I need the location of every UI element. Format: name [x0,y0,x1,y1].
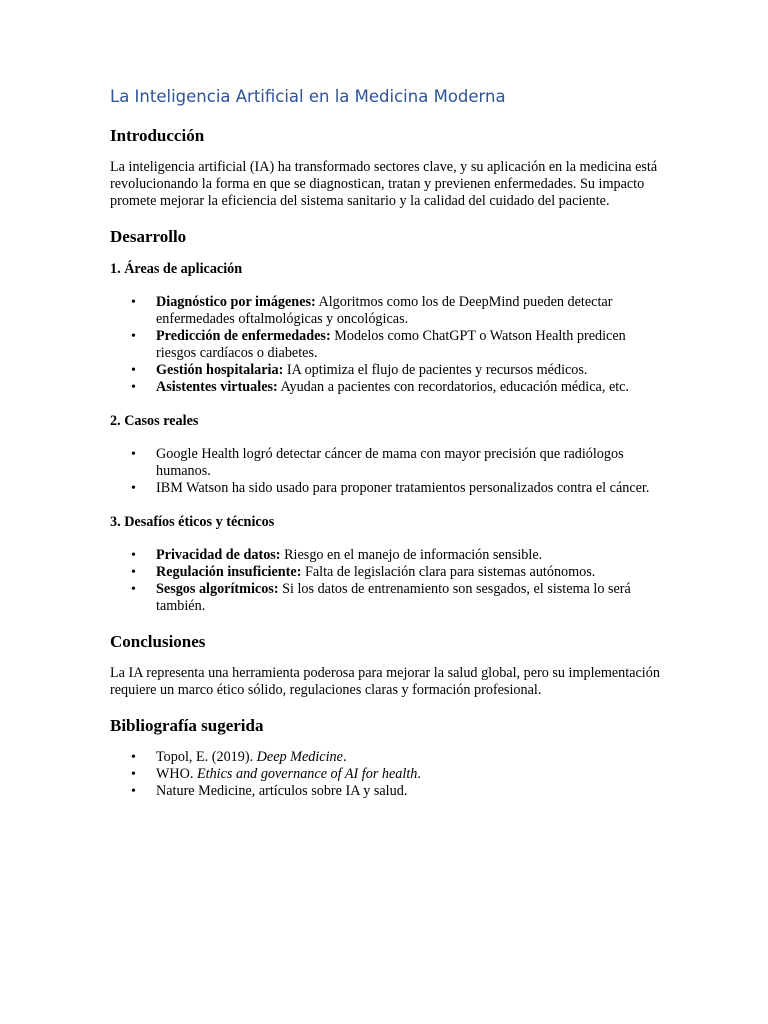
item-label: Predicción de enfermedades: [156,328,331,344]
list-item [131,294,662,328]
bullet-icon: • [131,565,136,580]
cases-list [110,446,662,497]
item-label: Sesgos algorítmicos: [156,581,279,597]
bullet-icon: • [131,329,136,344]
bullet-icon: • [131,582,136,597]
item-label: Diagnóstico por imágenes: [156,294,316,310]
bullet-icon: • [131,363,136,378]
bullet-icon: • [131,447,136,462]
reference-text: WHO. [156,766,197,782]
bibliography-heading: Bibliografía sugerida [110,716,264,735]
conclusions-heading: Conclusiones [110,632,206,651]
introduction-paragraph: La inteligencia artificial (IA) ha transformado sectores clave, y su aplicación en la medicina está revolucionando la forma en que se diagnostican, tratan y previenen enfermedades. Su impacto promete mejorar la eficiencia del sistema sanitario y la calidad del cuidado del paciente. [110,159,658,209]
item-text: Algoritmos como los de DeepMind pueden detectar enfermedades oftalmológicas y oncológicas. [156,294,613,327]
reference-end: . [342,749,347,765]
list-item [131,480,662,497]
challenges-subheading: 3. Desafíos éticos y técnicos [110,514,275,530]
reference-text: Topol, E. (2019). [156,749,257,765]
list-item [131,564,662,581]
development-heading: Desarrollo [110,227,187,246]
bibliography-list [110,749,662,800]
introduction-heading: Introducción [110,126,205,145]
areas-list [110,294,662,396]
item-text: Falta de legislación clara para sistemas autónomos. [301,564,596,580]
item-label: Asistentes virtuales: [156,379,278,395]
item-text: Google Health logró detectar cáncer de mama con mayor precisión que radiólogos humanos. [156,446,624,479]
reference-text: Nature Medicine, artículos sobre IA y salud. [156,783,408,799]
bullet-icon: • [131,481,136,496]
list-item [131,362,662,379]
document-title: La Inteligencia Artificial en la Medicina Moderna [110,87,506,106]
document-body [110,86,662,816]
list-item [131,749,662,766]
item-text: IBM Watson ha sido usado para proponer tratamientos personalizados contra el cáncer. [156,480,650,496]
item-text: IA optimiza el flujo de pacientes y recursos médicos. [283,362,588,378]
list-item [131,446,662,480]
list-item [131,766,662,783]
item-label: Regulación insuficiente: [156,564,302,580]
areas-subheading: 1. Áreas de aplicación [110,261,243,277]
reference-title: Ethics and governance of AI for health [196,766,418,782]
reference-title: Deep Medicine [256,749,343,765]
item-text: Ayudan a pacientes con recordatorios, educación médica, etc. [277,379,630,395]
list-item [131,581,662,615]
bullet-icon: • [131,295,136,310]
cases-subheading: 2. Casos reales [110,413,199,429]
bullet-icon: • [131,380,136,395]
item-text: Modelos como ChatGPT o Watson Health predicen riesgos cardíacos o diabetes. [156,328,626,361]
list-item [131,328,662,362]
bullet-icon: • [131,767,136,782]
item-text: Riesgo en el manejo de información sensible. [280,547,543,563]
bullet-icon: • [131,750,136,765]
reference-end: . [417,766,421,782]
list-item [131,547,662,564]
challenges-list [110,547,662,615]
list-item [131,783,662,800]
conclusions-paragraph: La IA representa una herramienta poderosa para mejorar la salud global, pero su implementación requiere un marco ético sólido, regulaciones claras y formación profesional. [110,665,660,698]
item-text: Si los datos de entrenamiento son sesgados, el sistema lo será también. [156,581,631,614]
bullet-icon: • [131,548,136,563]
item-label: Privacidad de datos: [156,547,281,563]
bullet-icon: • [131,784,136,799]
list-item [131,379,662,396]
item-label: Gestión hospitalaria: [156,362,284,378]
